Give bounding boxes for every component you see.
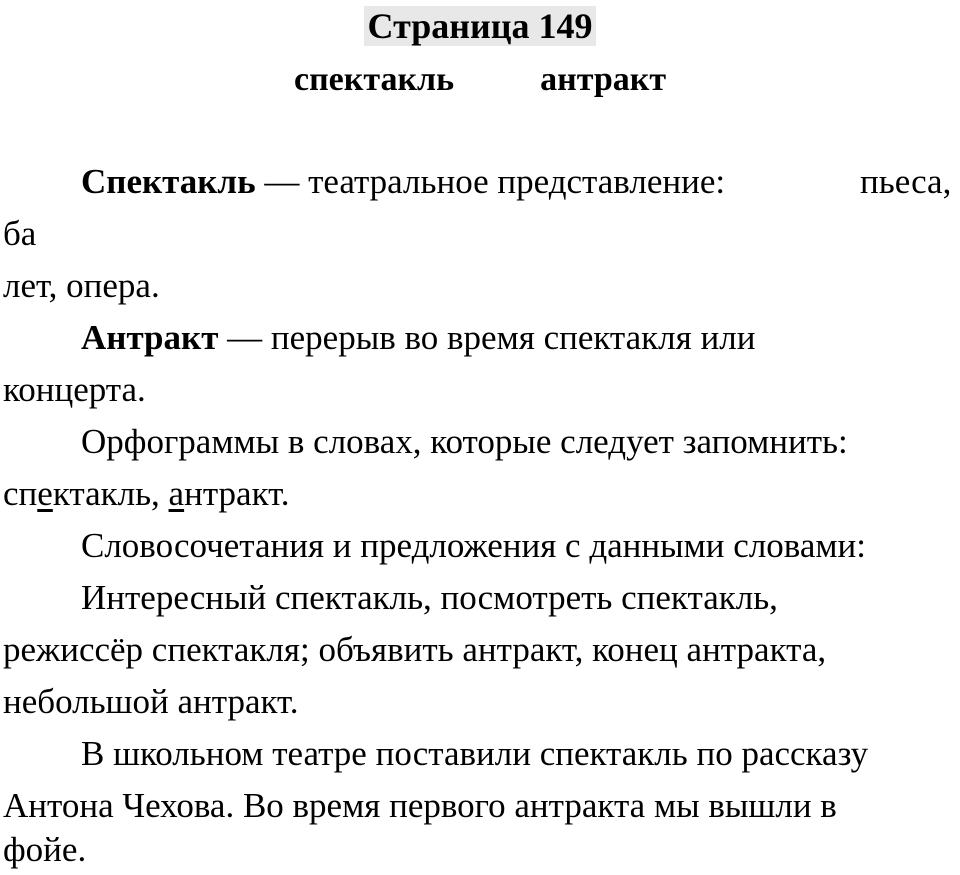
definition-line-end: пьеса, — [860, 162, 952, 201]
spelling-fragment: сп — [3, 474, 38, 513]
phrases-line: Интересный спектакль, посмотреть спектакль, — [81, 578, 778, 617]
vocabulary-words — [0, 58, 960, 102]
definition-line — [81, 157, 725, 207]
definition-text: — перерыв во время спектакля или — [218, 318, 756, 357]
definition-line: ба — [3, 214, 37, 253]
spelling-mark: е — [37, 474, 53, 513]
spelling-fragment: ктакль, — [52, 474, 169, 513]
spelling-fragment: нтракт. — [184, 474, 290, 513]
vocab-word: спектакль — [293, 61, 455, 98]
definition-line: лет, опера. — [3, 266, 160, 305]
definition-text: — театральное представление: — [255, 162, 726, 201]
definition-term: Антракт — [81, 318, 219, 357]
definition-term: Спектакль — [81, 162, 256, 201]
vocab-word: антракт — [540, 61, 667, 98]
page-title-text: Страница 149 — [364, 6, 597, 46]
phrases-line: режиссёр спектакля; объявить антракт, конец антракта, — [3, 630, 827, 669]
page-title — [0, 4, 960, 48]
definition-line: концерта. — [3, 370, 146, 409]
spelling-mark: а — [168, 474, 185, 513]
sentence-line: фойе. — [3, 830, 87, 869]
definition-line — [81, 313, 755, 363]
phrases-intro: Словосочетания и предложения с данными словами: — [81, 526, 866, 565]
sentence-line: В школьном театре поставили спектакль по рассказу — [81, 734, 869, 773]
spelling-intro: Орфограммы в словах, которые следует запомнить: — [81, 422, 848, 461]
sentence-line: Антона Чехова. Во время первого антракта мы вышли в — [3, 786, 837, 825]
spelling-words — [3, 469, 290, 519]
phrases-line: небольшой антракт. — [3, 682, 299, 721]
